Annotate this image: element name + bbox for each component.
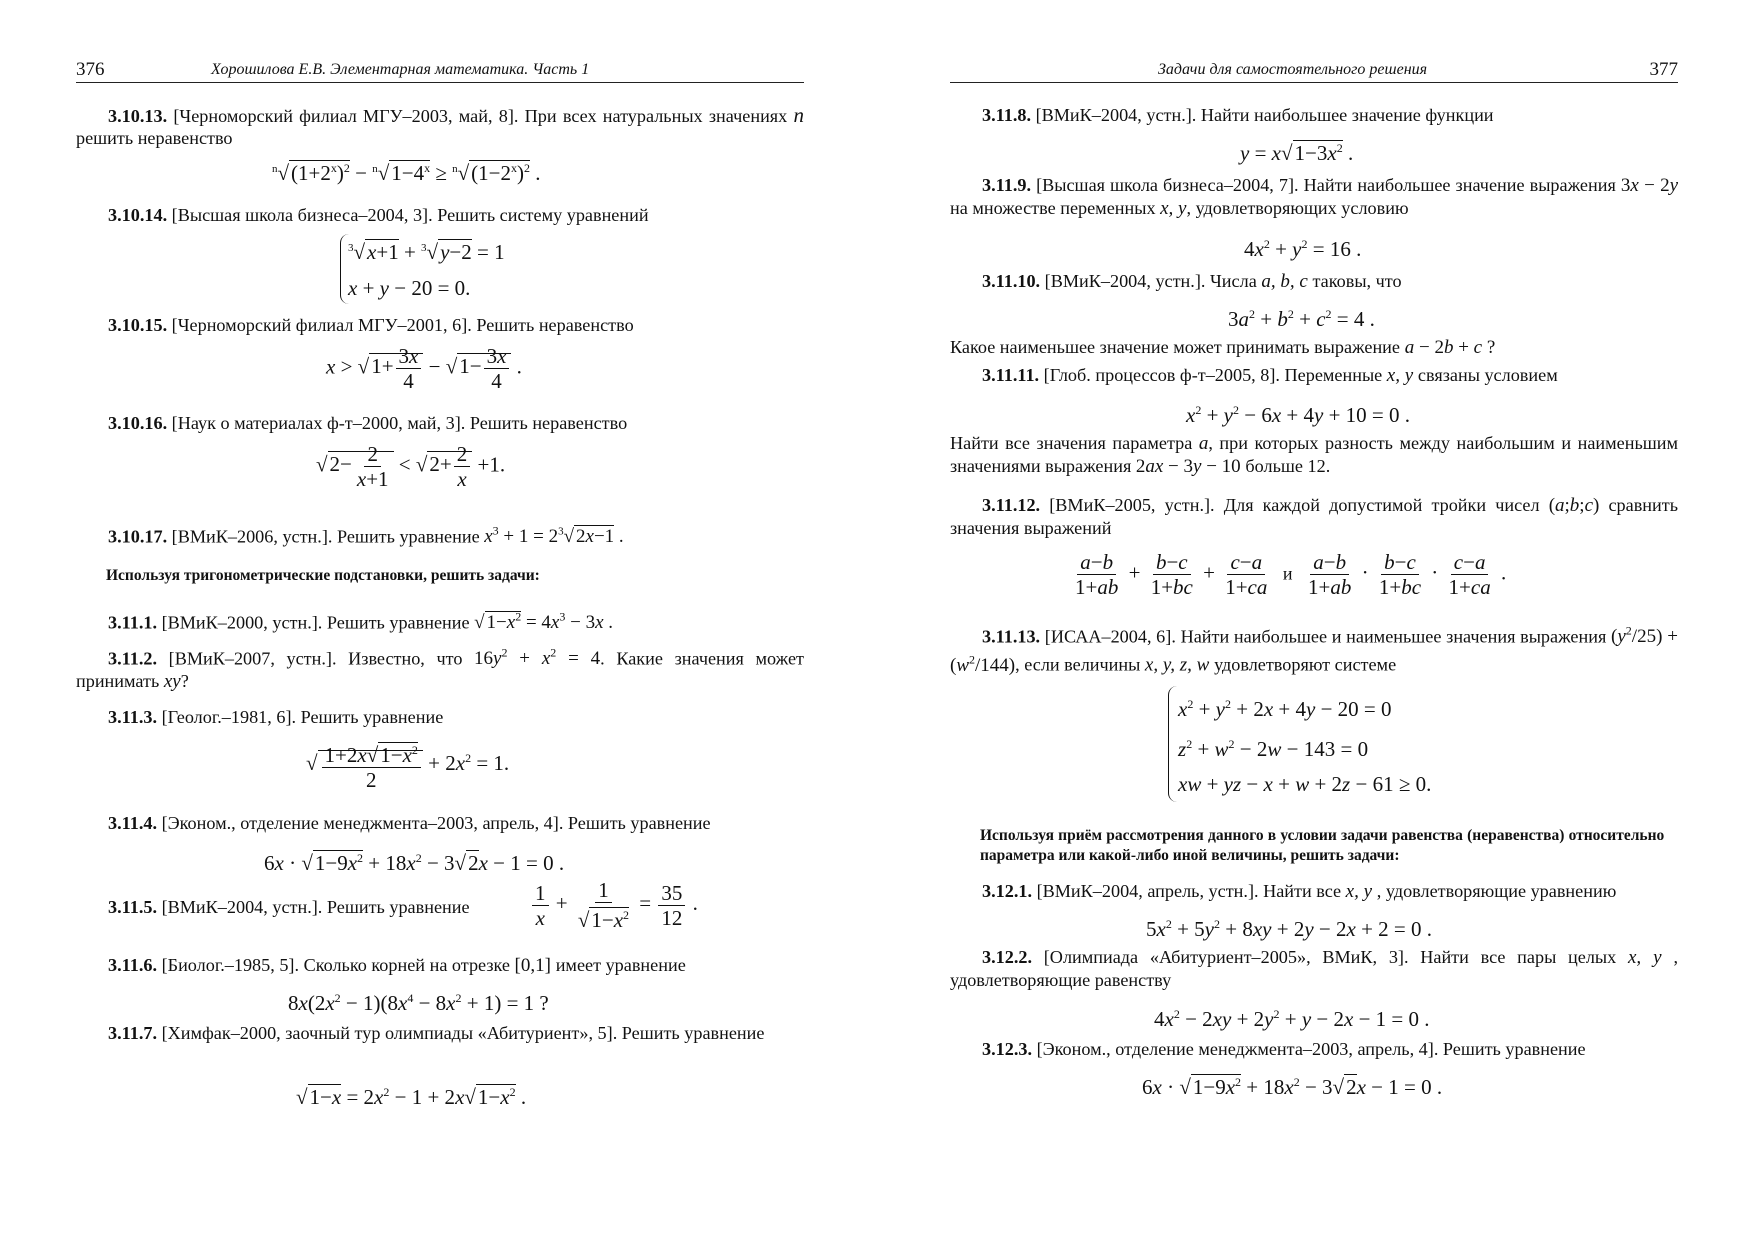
problem-3-10-16: 3.10.16. [Наук о материалах ф-т–2000, май, 3]. Решить неравенство: [108, 413, 628, 433]
problem-3-11-12: 3.11.12. [ВМиК–2005, устн.]. Для каждой допустимой тройки чисел (a;b;c) сравнить значения выражений: [950, 495, 1679, 538]
right-page-header: [950, 56, 1678, 83]
problem-3-10-15: 3.10.15. [Черноморский филиал МГУ–2001, 6]. Решить неравенство: [108, 315, 634, 335]
page-number: 376: [76, 59, 105, 80]
problem-3-11-10: 3.11.10. [ВМиК–2004, устн.]. Числа a, b, c таковы, что: [982, 271, 1402, 292]
problem-3-11-2: 3.11.2. [ВМиК–2007, устн.]. Известно, что $16y^2 + x^2 = 4$. Какие значения может принимать xy?: [76, 646, 805, 693]
formula-3-12-3: $6x \cdot √1-9x^2 + 18x^2 - 3√2x - 1 = 0$ .: [1142, 1075, 1443, 1099]
problem-3-10-13: 3.10.13. [Черноморский филиал МГУ–2003, май, 8]. При всех натуральных значениях n решить неравенство: [76, 103, 804, 148]
formula-3-11-11: $x^2 + y^2 - 6x + 4y + 10 = 0$ .: [1186, 403, 1411, 427]
formula-3-11-12: $\frac{a-b}{1+ab}$ + $\frac{b-c}{1+bc}$ + $\frac{c-a}{1+ca}$ и $\frac{a-b}{1+ab}$ · $\frac{b-c}{1+bc}$ · $\frac{c-a}{1+ca}$ .: [1075, 550, 1507, 599]
formula-3-11-13-line1: $x^2 + y^2 + 2x + 4y - 20 = 0$: [1178, 697, 1392, 721]
formula-3-11-7: $√1-x = 2x^2 - 1 + 2x√1-x^2$ .: [296, 1085, 527, 1109]
problem-3-12-1: 3.12.1. [ВМиК–2004, апрель, устн.]. Найти все x, y , удовлетворяющие уравнению: [982, 881, 1617, 902]
problem-3-10-14: 3.10.14. [Высшая школа бизнеса–2004, 3]. Решить систему уравнений: [108, 205, 649, 225]
problem-3-11-7: 3.11.7. [Химфак–2000, заочный тур олимпиады «Абитуриент», 5]. Решить уравнение: [108, 1023, 765, 1043]
problem-3-11-4: 3.11.4. [Эконом., отделение менеджмента–2003, апрель, 4]. Решить уравнение: [108, 813, 711, 833]
section-heading-parameter: Используя приём рассмотрения данного в условии задачи равенства (неравенства) относительно параметра или какой-либо иной величины, решить задачи:: [980, 827, 1665, 864]
problem-3-11-3: 3.11.3. [Геолог.–1981, 6]. Решить уравнение: [108, 707, 444, 727]
problem-3-12-2: 3.12.2. [Олимпиада «Абитуриент–2005», ВМиК, 3]. Найти все пары целых x, y , удовлетворяющие равенству: [950, 947, 1679, 990]
formula-3-11-5: $\frac{1}{x}$ + $\frac{1}{√1-x^2}$ = $\frac{35}{12}$ .: [530, 878, 698, 932]
formula-3-11-4: $6x \cdot √1-9x^2 + 18x^2 - 3√2x - 1 = 0$ .: [264, 851, 565, 875]
formula-3-11-8: $y = x√1-3x^2$ .: [1240, 141, 1354, 165]
problem-3-11-11-question: Найти все значения параметра a, при которых разность между наибольшим и наименьшим значениями выражения 2ax − 3y − 10 больше 12.: [950, 433, 1678, 477]
formula-3-12-1: $5x^2 + 5y^2 + 8xy + 2y - 2x + 2 = 0$ .: [1146, 917, 1433, 941]
formula-3-11-6: $8x(2x^2 - 1)(8x^4 - 8x^2 + 1) = 1$ ?: [288, 991, 549, 1015]
section-heading-trig: Используя тригонометрические подстановки, решить задачи:: [106, 567, 540, 584]
system-brace: [1168, 686, 1177, 802]
problem-3-11-10-question: Какое наименьшее значение может принимать выражение a − 2b + c ?: [950, 337, 1496, 358]
formula-3-10-16: √2− $\frac{2}{x+1}$ < √2+ $\frac{2}{x}$ +1.: [316, 442, 506, 491]
problem-3-11-8: 3.11.8. [ВМиК–2004, устн.]. Найти наибольшее значение функции: [982, 105, 1494, 125]
problem-3-11-1: 3.11.1. [ВМиК–2000, устн.]. Решить уравнение √ $1-x^2 = 4x^3 - 3x$ .: [108, 610, 614, 634]
formula-3-11-10: $3a^2 + b^2 + c^2 = 4$ .: [1228, 307, 1375, 331]
formula-3-11-13-line2: $z^2 + w^2 - 2w - 143 = 0$: [1178, 737, 1369, 761]
formula-3-11-13-line3: xw + yz − x + w + 2z − 61 ≥ 0.: [1178, 772, 1432, 796]
problem-3-11-11: 3.11.11. [Глоб. процессов ф-т–2005, 8]. Переменные x, y связаны условием: [982, 365, 1558, 386]
formula-3-10-13: $^n√(1+2^x)^2 - ^n√1-4^x \ge ^n√(1-2^x)^2$ .: [272, 161, 541, 185]
problem-3-11-5: 3.11.5. [ВМиК–2004, устн.]. Решить уравнение: [108, 897, 470, 917]
running-title: Задачи для самостоятельного решения: [1158, 61, 1428, 78]
formula-3-10-15: x > √1+ $\frac{3x}{4}$ − √1− $\frac{3x}{4}$ .: [326, 344, 522, 393]
formula-3-11-3: √ $\frac{1+2x√1-x^2}{2}$ + $2x^2 = 1$.: [306, 738, 509, 792]
problem-3-10-17: 3.10.17. [ВМиК–2006, устн.]. Решить уравнение $x^3 + 1 = 2^3√$ 2x−1 .: [108, 524, 624, 548]
formula-3-12-2: $4x^2 - 2xy + 2y^2 + y - 2x - 1 = 0$ .: [1154, 1007, 1430, 1031]
left-page-header: [76, 56, 804, 83]
formula-3-10-14-line1: $^3$√x+1 + $^3$√y−2 = 1: [348, 240, 505, 264]
page-number: 377: [1649, 59, 1678, 80]
running-title: Хорошилова Е.В. Элементарная математика. Часть 1: [211, 61, 590, 78]
problem-3-12-3: 3.12.3. [Эконом., отделение менеджмента–2003, апрель, 4]. Решить уравнение: [982, 1039, 1586, 1059]
problem-3-11-13: 3.11.13. [ИСАА–2004, 6]. Найти наибольшее и наименьшее значения выражения $(y^2/25) + (w^2/144)$, если величины x, y, z, w удовлетворяют системе: [950, 624, 1679, 676]
formula-3-10-14-line2: x + y − 20 = 0.: [348, 276, 471, 300]
right-page: [950, 0, 1678, 1239]
formula-3-11-9: $4x^2 + y^2 = 16$ .: [1244, 237, 1362, 261]
problem-3-11-9: 3.11.9. [Высшая школа бизнеса–2004, 7]. Найти наибольшее значение выражения 3x − 2y на множестве переменных x, y, удовлетворяющих условию: [950, 175, 1679, 219]
left-page: [76, 0, 804, 1239]
problem-3-11-6: 3.11.6. [Биолог.–1985, 5]. Сколько корней на отрезке [0,1] имеет уравнение: [108, 955, 686, 976]
